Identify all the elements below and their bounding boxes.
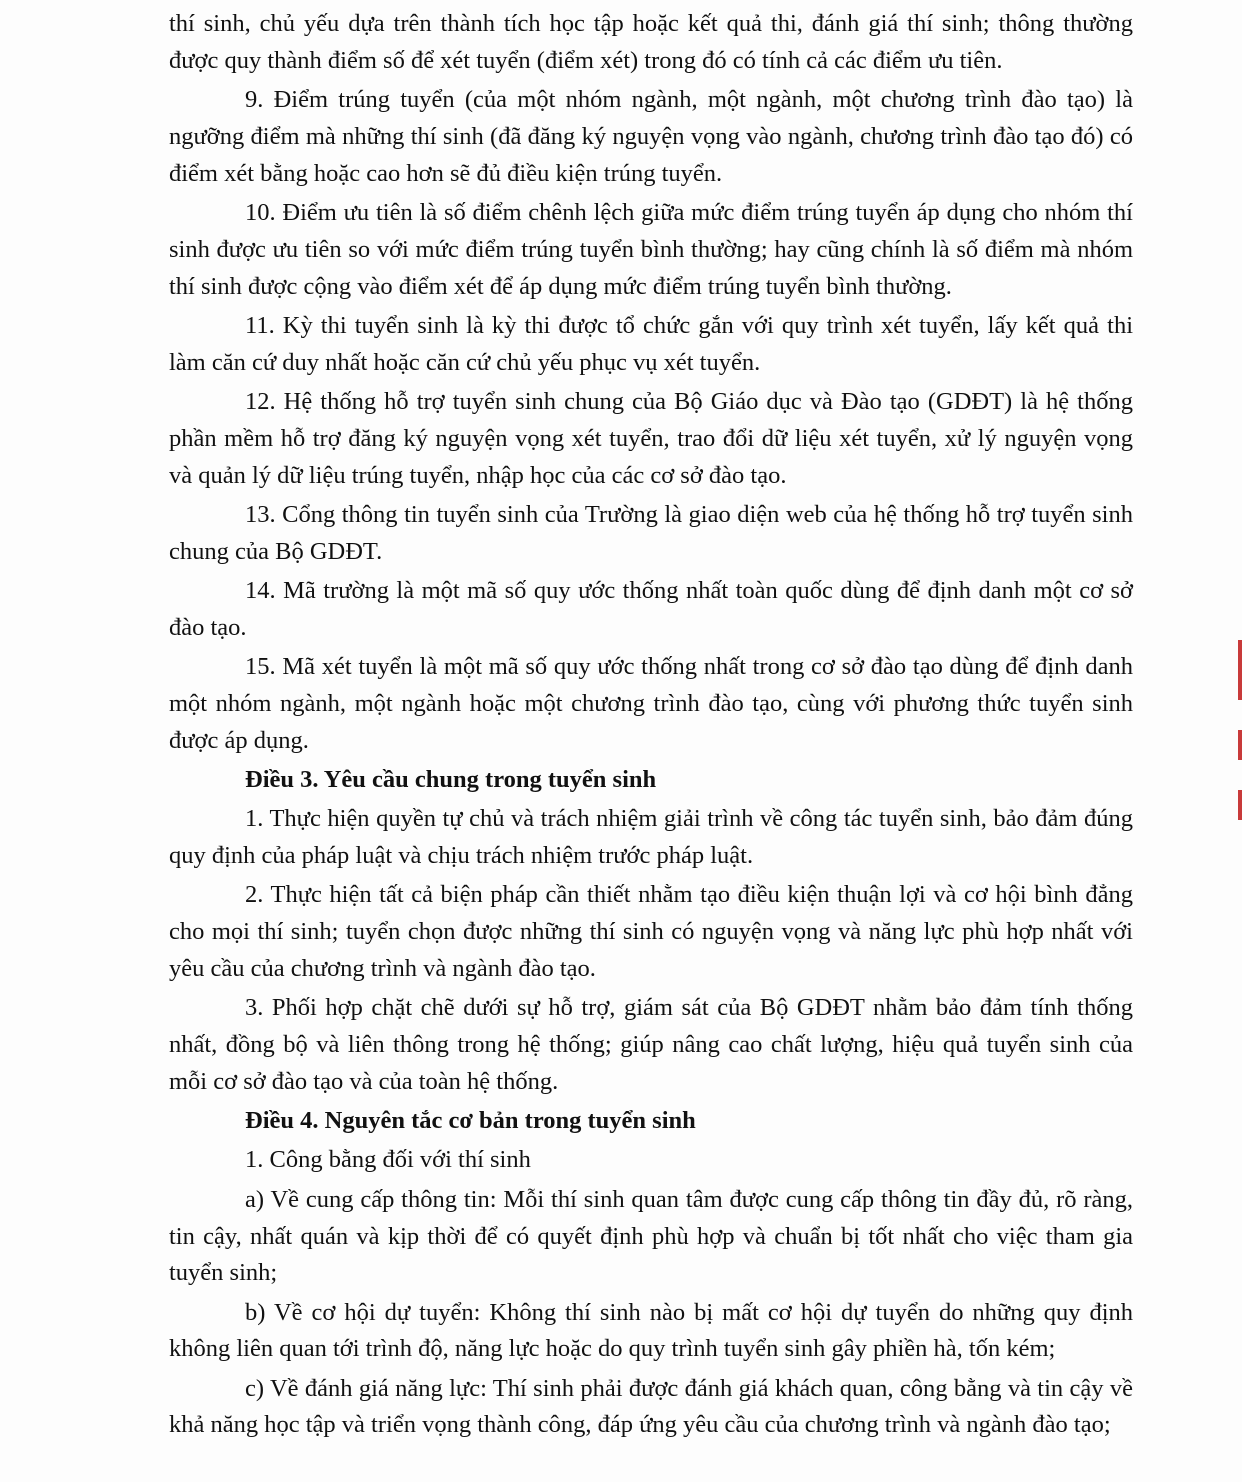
paragraph-item-10: 10. Điểm ưu tiên là số điểm chênh lệch giữa mức điểm trúng tuyển áp dụng cho nhóm thí sinh được ưu tiên so với mức điểm trúng tuyển bình thường; hay cũng chính là số điểm mà nhóm thí sinh được cộng vào điểm xét để áp dụng mức điểm trúng tuyển bình thường. (169, 198, 1133, 300)
scan-edge-mark (1238, 730, 1242, 760)
paragraph-item-15: 15. Mã xét tuyển là một mã số quy ước thống nhất trong cơ sở đào tạo dùng để định danh một nhóm ngành, một ngành hoặc một chương trình đào tạo, cùng với phương thức tuyển sinh được áp dụng. (169, 653, 1133, 754)
scan-edge-mark (1238, 790, 1242, 820)
article-3-heading: Điều 3. Yêu cầu chung trong tuyển sinh (245, 765, 657, 793)
article-4-item-1: 1. Công bằng đối với thí sinh (245, 1146, 531, 1174)
article-4-item-1a: a) Về cung cấp thông tin: Mỗi thí sinh quan tâm được cung cấp thông tin đầy đủ, rõ ràng, tin cậy, nhất quán và kịp thời để có quyết định phù hợp và chuẩn bị tốt nhất cho việc tham gia tuyển sinh; (169, 1185, 1133, 1287)
paragraph-item-12: 12. Hệ thống hỗ trợ tuyển sinh chung của Bộ Giáo dục và Đào tạo (GDĐT) là hệ thống phần mềm hỗ trợ đăng ký nguyện vọng xét tuyển, trao đổi dữ liệu xét tuyển, xử lý nguyện vọng và quản lý dữ liệu trúng tuyển, nhập học của các cơ sở đào tạo. (169, 387, 1133, 489)
article-4-item-1b: b) Về cơ hội dự tuyển: Không thí sinh nào bị mất cơ hội dự tuyển do những quy định không liên quan tới trình độ, năng lực hoặc do quy trình tuyển sinh gây phiền hà, tốn kém; (169, 1298, 1133, 1363)
paragraph-continuation: thí sinh, chủ yếu dựa trên thành tích học tập hoặc kết quả thi, đánh giá thí sinh; thông thường được quy thành điểm số để xét tuyển (điểm xét) trong đó có tính cả các điểm ưu tiên. (169, 10, 1133, 74)
article-3-item-3: 3. Phối hợp chặt chẽ dưới sự hỗ trợ, giám sát của Bộ GDĐT nhằm bảo đảm tính thống nhất, đồng bộ và liên thông trong hệ thống; giúp nâng cao chất lượng, hiệu quả tuyển sinh của mỗi cơ sở đào tạo và của toàn hệ thống. (169, 994, 1133, 1095)
article-4-item-1c: c) Về đánh giá năng lực: Thí sinh phải được đánh giá khách quan, công bằng và tin cậy về khả năng học tập và triển vọng thành công, đáp ứng yêu cầu của chương trình và ngành đào tạo; (169, 1374, 1133, 1439)
paragraph-item-9: 9. Điểm trúng tuyển (của một nhóm ngành, một ngành, một chương trình đào tạo) là ngưỡng điểm mà những thí sinh (đã đăng ký nguyện vọng vào ngành, chương trình đào tạo đó) có điểm xét bằng hoặc cao hơn sẽ đủ điều kiện trúng tuyển. (169, 86, 1133, 187)
paragraph-item-14: 14. Mã trường là một mã số quy ước thống nhất toàn quốc dùng để định danh một cơ sở đào tạo. (169, 576, 1133, 641)
paragraph-item-13: 13. Cổng thông tin tuyển sinh của Trường là giao diện web của hệ thống hỗ trợ tuyển sinh chung của Bộ GDĐT. (169, 500, 1133, 565)
article-4-heading: Điều 4. Nguyên tắc cơ bản trong tuyển sinh (245, 1107, 696, 1135)
document-body (169, 6, 1133, 1447)
scan-edge-mark (1238, 640, 1242, 700)
paragraph-item-11: 11. Kỳ thi tuyển sinh là kỳ thi được tổ chức gắn với quy trình xét tuyển, lấy kết quả thi làm căn cứ duy nhất hoặc căn cứ chủ yếu phục vụ xét tuyển. (169, 311, 1133, 376)
article-3-item-2: 2. Thực hiện tất cả biện pháp cần thiết nhằm tạo điều kiện thuận lợi và cơ hội bình đẳng cho mọi thí sinh; tuyển chọn được những thí sinh có nguyện vọng và năng lực phù hợp nhất với yêu cầu của chương trình và ngành đào tạo. (169, 881, 1133, 982)
article-3-item-1: 1. Thực hiện quyền tự chủ và trách nhiệm giải trình về công tác tuyển sinh, bảo đảm đúng quy định của pháp luật và chịu trách nhiệm trước pháp luật. (169, 805, 1133, 870)
